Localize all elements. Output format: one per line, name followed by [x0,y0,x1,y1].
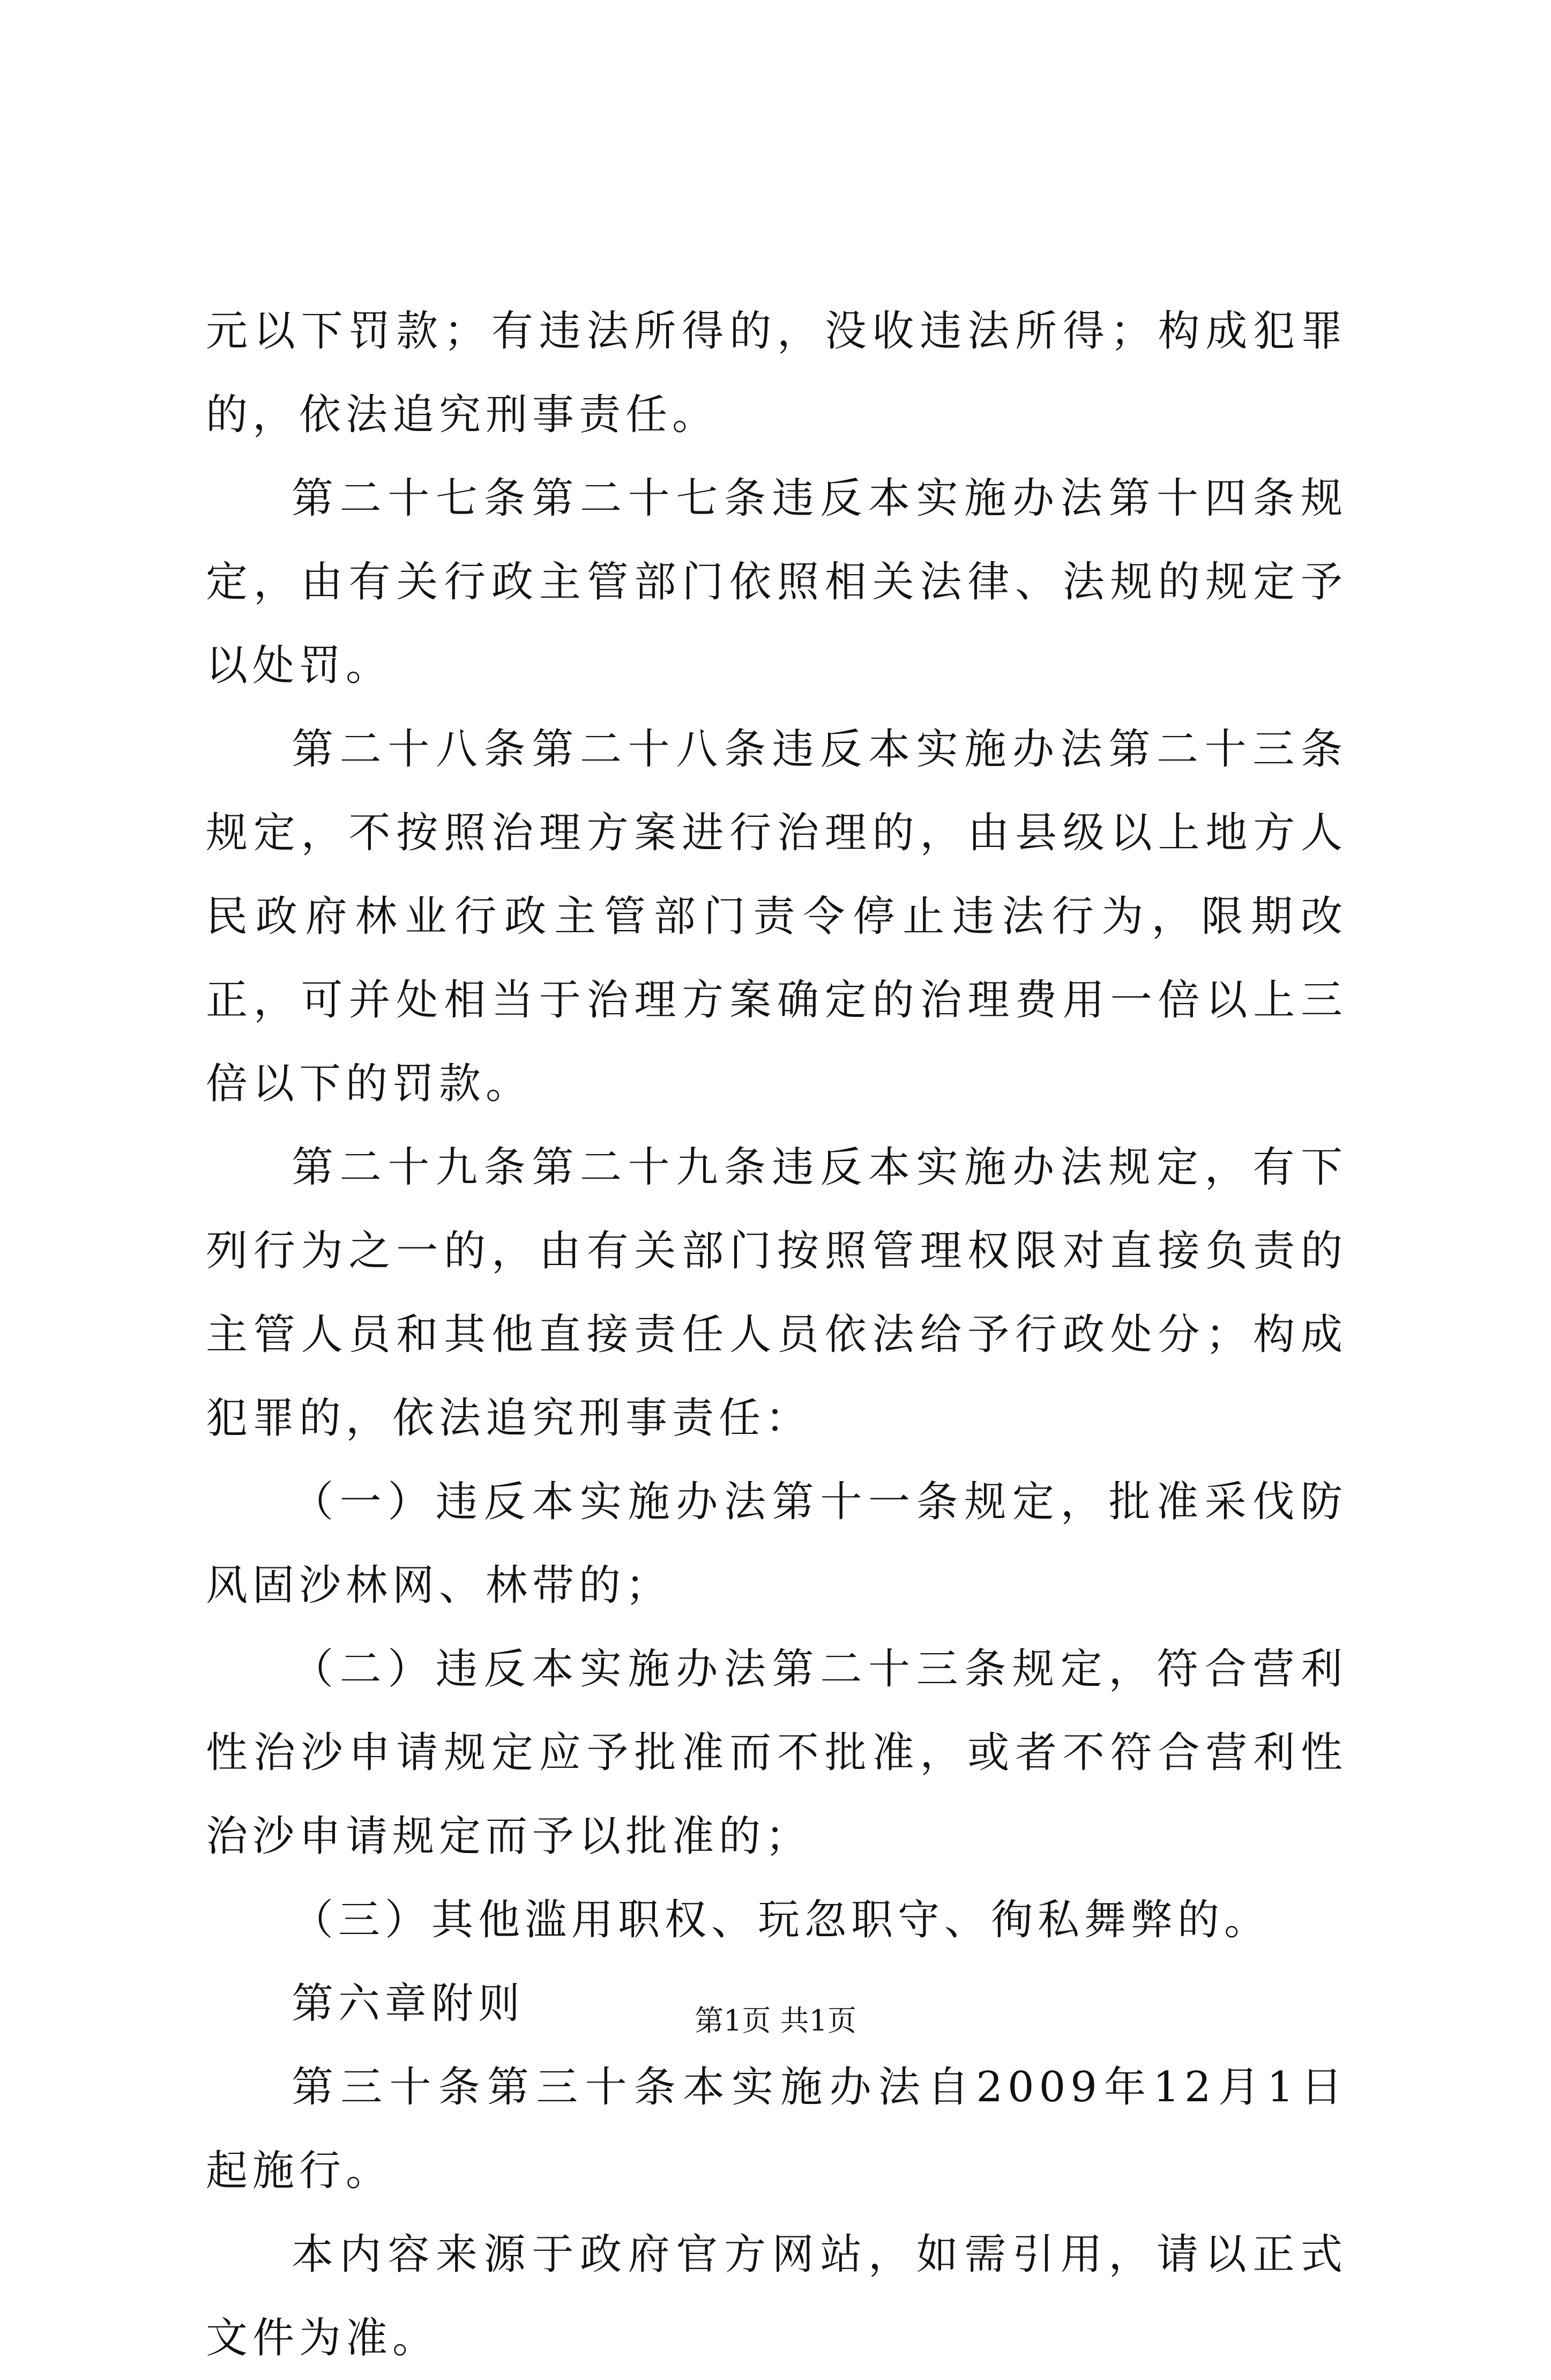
paragraph-article-28: 第二十八条第二十八条违反本实施办法第二十三条规定，不按照治理方案进行治理的，由县级以上地方人民政府林业行政主管部门责令停止违法行为，限期改正，可并处相当于治理方案确定的治理费用一倍以上三倍以下的罚款。 [206,725,1347,1108]
page-footer: 第1页 共1页 [695,2004,856,2037]
source-note: 本内容来源于政府官方网站，如需引用，请以正式文件为准。 [206,2230,1347,2362]
paragraph-article-30: 第三十条第三十条本实施办法自2009年12月1日起施行。 [206,2063,1347,2195]
chapter-heading: 第六章附则 [292,1980,525,2028]
paragraph-article-29: 第二十九条第二十九条违反本实施办法规定，有下列行为之一的，由有关部门按照管理权限对直接负责的主管人员和其他直接责任人员依法给予行政处分；构成犯罪的，依法追究刑事责任： [206,1143,1347,1442]
paragraph-item-3: （三）其他滥用职权、玩忽职守、徇私舞弊的。 [292,1896,1271,1944]
document-body [206,289,1347,2380]
paragraph-item-1: （一）违反本实施办法第十一条规定，批准采伐防风固沙林网、林带的； [206,1478,1347,1610]
paragraph-article-27: 第二十七条第二十七条违反本实施办法第十四条规定，由有关行政主管部门依照相关法律、法规的规定予以处罚。 [206,474,1347,690]
paragraph-continuation: 元以下罚款；有违法所得的，没收违法所得；构成犯罪的，依法追究刑事责任。 [206,307,1347,439]
paragraph-item-2: （二）违反本实施办法第二十三条规定，符合营利性治沙申请规定应予批准而不批准，或者不符合营利性治沙申请规定而予以批准的； [206,1645,1347,1861]
